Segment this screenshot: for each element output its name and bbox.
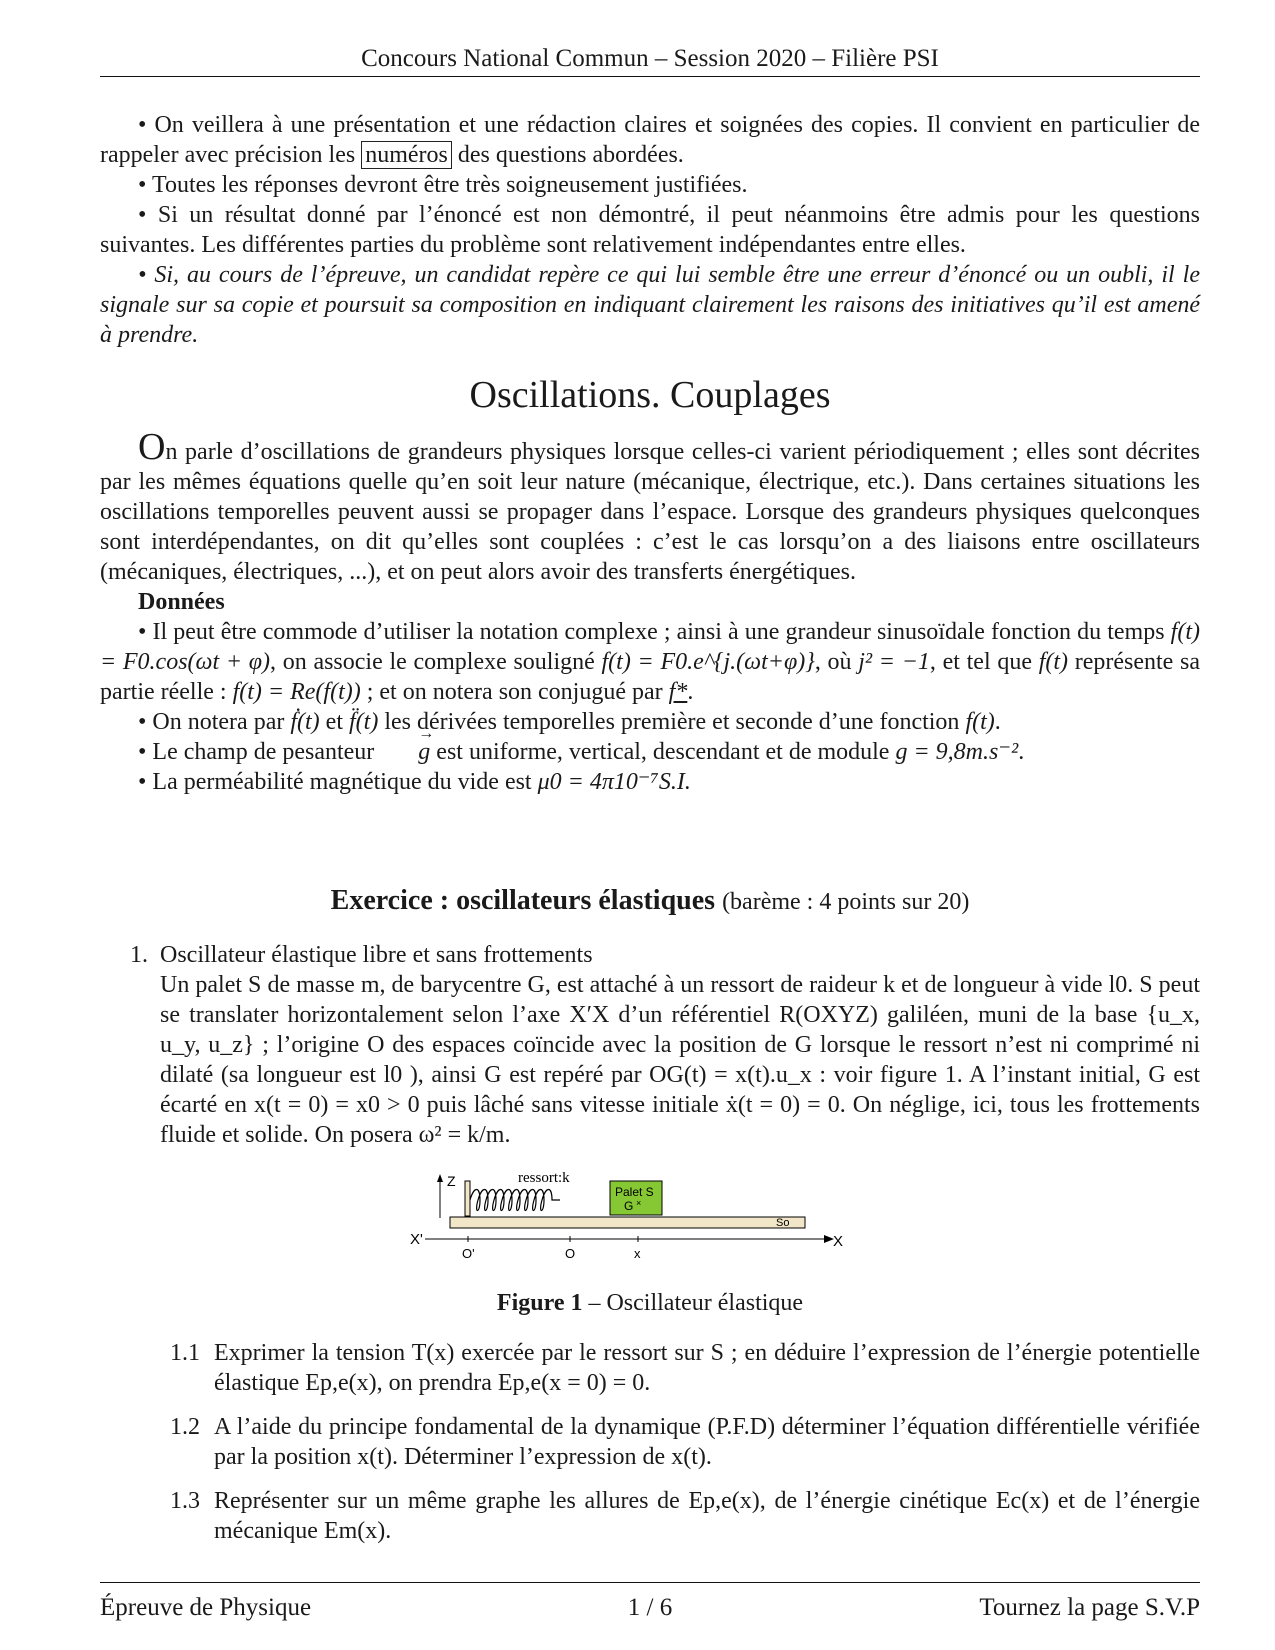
- donnee-1-c: , où: [814, 649, 859, 675]
- donnee-2: • On notera par ḟ(t) et f̈(t) les dérivées temporelles première et seconde d’une fonction f(t).: [138, 709, 1001, 735]
- donnee-3: • Le champ de pesanteur → g est uniforme, vertical, descendant et de module g = 9,8m.s⁻².: [100, 737, 1200, 767]
- instruction-3: • Si un résultat donné par l’énoncé est non démontré, il peut néanmoins être admis pour les questions suivantes. Les différentes parties du problème sont relativement indépendantes entre elles.: [100, 202, 1200, 258]
- donnees-heading: [100, 587, 1200, 617]
- figure-caption: [100, 1288, 1200, 1318]
- intro: [100, 426, 1201, 797]
- label-x: x: [634, 1246, 641, 1261]
- page-header: Concours National Commun – Session 2020 – Filière PSI: [361, 45, 939, 72]
- caption-text: – Oscillateur élastique: [582, 1290, 804, 1316]
- donnee-1: • Il peut être commode d’utiliser la notation complexe ; ainsi à une grandeur sinusoïdale fonction du temps f(t) = F0.cos(ωt + φ), on associe le complexe souligné f(t) = F0.e^{j.(ωt+φ)}, où j² = −1, et tel que f(t) représente sa partie réelle : f(t) = Re(f(t)) ; et on notera son conjugué par f*.: [100, 619, 1201, 705]
- donnee-2-b: et: [319, 709, 349, 735]
- spring: [470, 1190, 560, 1211]
- label-x-axis: X: [833, 1233, 844, 1250]
- donnee-4: [100, 767, 1200, 797]
- label-z: Z: [447, 1173, 456, 1189]
- label-spring: ressort:k: [518, 1170, 570, 1186]
- subquestion: [170, 1412, 1200, 1472]
- exercise-title-text: Exercice : oscillateurs élastiques: [330, 885, 716, 916]
- intro-text: n parle d’oscillations de grandeurs physiques lorsque celles-ci varient périodiquement ; elles sont décrites par les mêmes équations quelle qu’en soit leur nature (mécanique, électrique, etc.). Dans certaines situations les oscillations temporelles peuvent aussi se propager dans l’espace. Lorsque des grandeurs physiques quelconques sont interdépendantes, on dit qu’elles sont couplées : c’est le cas lorsqu’on a des liaisons entre oscillateurs (mécaniques, électriques, ...), et on peut alors avoir des transferts énergétiques.: [100, 439, 1200, 585]
- donnee-1-e: représente sa partie réelle :: [100, 649, 1201, 705]
- donnee-2-c: les dérivées temporelles première et seconde d’une fonction: [378, 709, 966, 735]
- donnee-3-a: • Le champ de pesanteur: [138, 739, 381, 765]
- eq-conjugate: f*: [668, 679, 688, 705]
- eq-g-value: g = 9,8m.s⁻²: [895, 739, 1019, 765]
- question-1-text-a: Un palet S de masse m, de barycentre G, est attaché à un ressort de raideur k et de longueur à vide l0. S peut se translater horizontalement selon l’axe X′X d’un référentiel R(OXYZ) galiléen, muni de la base {u_x, u_y, u_z} ; l’origine O des espaces coïncide avec la position de G lorsque le ressort n’est ni comprimé ni dilaté (sa longueur est l0 ), ainsi G est repéré par OG(t) = x(t).u_x :: [160, 972, 1200, 1088]
- instructions: [100, 110, 1200, 350]
- question-1-body: [160, 970, 1200, 1150]
- support-so: [450, 1217, 805, 1228]
- label-xprime: X': [410, 1231, 423, 1248]
- subquestion: [170, 1486, 1200, 1546]
- subquestion: [170, 1338, 1200, 1398]
- eq-second-derivative: f̈(t): [349, 709, 379, 735]
- donnee-2-a: • On notera par: [138, 709, 291, 735]
- instruction-1: [100, 110, 1200, 170]
- question-1-text-b: voir figure 1. A l’instant initial, G est écarté en x(t = 0) = x0 > 0 puis lâché sans vitesse initiale ẋ(t = 0) = 0. On néglige, ici, tous les frottements fluide et solide. On posera ω² = k/m.: [160, 1062, 1200, 1148]
- subquestion-number: 1.2: [170, 1414, 200, 1440]
- question-1-title: Oscillateur élastique libre et sans frottements: [160, 942, 593, 968]
- subquestion-text: Représenter sur un même graphe les allures de Ep,e(x), de l’énergie cinétique Ec(x) et de l’énergie mécanique Em(x).: [214, 1488, 1200, 1544]
- label-palet: Palet S: [615, 1185, 654, 1199]
- instruction-4: • Si, au cours de l’épreuve, un candidat repère ce qui lui semble être une erreur d’énoncé ou un oubli, il le signale sur sa copie et poursuit sa composition en indiquant clairement les raisons des initiatives qu’il est amené à prendre.: [100, 262, 1200, 348]
- eq-function: f(t): [965, 709, 995, 735]
- subquestion-number: 1.1: [170, 1340, 200, 1366]
- footer-left: Épreuve de Physique: [100, 1594, 312, 1621]
- eq-f-real: f(t) = F0.cos(ωt + φ): [100, 619, 1200, 675]
- dropcap: O: [138, 426, 166, 468]
- centre-mark: ×: [636, 1198, 642, 1208]
- eq-real-part: f(t) = Re(f(t)): [232, 679, 361, 705]
- caption-label: Figure 1: [496, 1290, 583, 1316]
- donnee-4-a: • La perméabilité magnétique du vide est: [138, 769, 538, 795]
- intro-paragraph: [100, 426, 1200, 587]
- question-1-number: 1.: [130, 942, 148, 968]
- z-axis-arrow: [437, 1174, 443, 1182]
- eq-mu0: μ0 = 4π10⁻⁷S.I.: [537, 769, 691, 795]
- question-1: [130, 940, 1200, 1150]
- label-oprime: O': [462, 1246, 475, 1261]
- problem-title: Oscillations. Couplages: [469, 374, 831, 416]
- donnee-1-b: , on associe le complexe souligné: [270, 649, 602, 675]
- footer-rule: [100, 1582, 1200, 1583]
- exercise-bareme: (barème : 4 points sur 20): [722, 889, 970, 915]
- label-g: G: [624, 1199, 634, 1213]
- footer-right: Tournez la page S.V.P: [979, 1594, 1200, 1621]
- label-so: So: [776, 1217, 790, 1229]
- donnees-heading-text: Données: [138, 589, 225, 615]
- exercise-title: [100, 884, 1200, 919]
- eq-first-derivative: ḟ(t): [290, 709, 320, 735]
- donnee-1-a: • Il peut être commode d’utiliser la notation complexe ; ainsi à une grandeur sinusoïdale fonction du temps: [138, 619, 1171, 645]
- eq-g-vector: → g: [380, 737, 430, 767]
- instruction-1-text-b: des questions abordées.: [451, 142, 684, 168]
- eq-f: f(t): [1038, 649, 1069, 675]
- instruction-2: • Toutes les réponses devront être très soigneusement justifiées.: [138, 172, 748, 198]
- header-rule: [100, 76, 1200, 77]
- donnee-1-d: , et tel que: [929, 649, 1039, 675]
- subquestion-text: Exprimer la tension T(x) exercée par le ressort sur S ; en déduire l’expression de l’énergie potentielle élastique Ep,e(x), on prendra Ep,e(x = 0) = 0.: [214, 1340, 1200, 1396]
- subquestion-number: 1.3: [170, 1488, 200, 1514]
- label-o: O: [565, 1246, 576, 1261]
- figure-oscillator: [410, 1170, 890, 1275]
- donnee-1-f: ; et on notera son conjugué par: [360, 679, 669, 705]
- boxed-word: numéros: [361, 141, 452, 169]
- donnee-3-b: est uniforme, vertical, descendant et de module: [430, 739, 896, 765]
- instruction-1-text-a: • On veillera à une présentation et une rédaction claires et soignées des copies. Il convient en particulier de rappeler avec précision les: [100, 112, 1200, 168]
- wall: [465, 1181, 470, 1216]
- eq-j-squared: j² = −1: [858, 649, 930, 675]
- subquestion-text: A l’aide du principe fondamental de la dynamique (P.F.D) déterminer l’équation différentielle vérifiée par la position x(t). Déterminer l’expression de x(t).: [214, 1414, 1200, 1470]
- eq-f-complex: f(t) = F0.e^{j.(ωt+φ)}: [601, 649, 815, 675]
- page-number: 1 / 6: [627, 1594, 673, 1621]
